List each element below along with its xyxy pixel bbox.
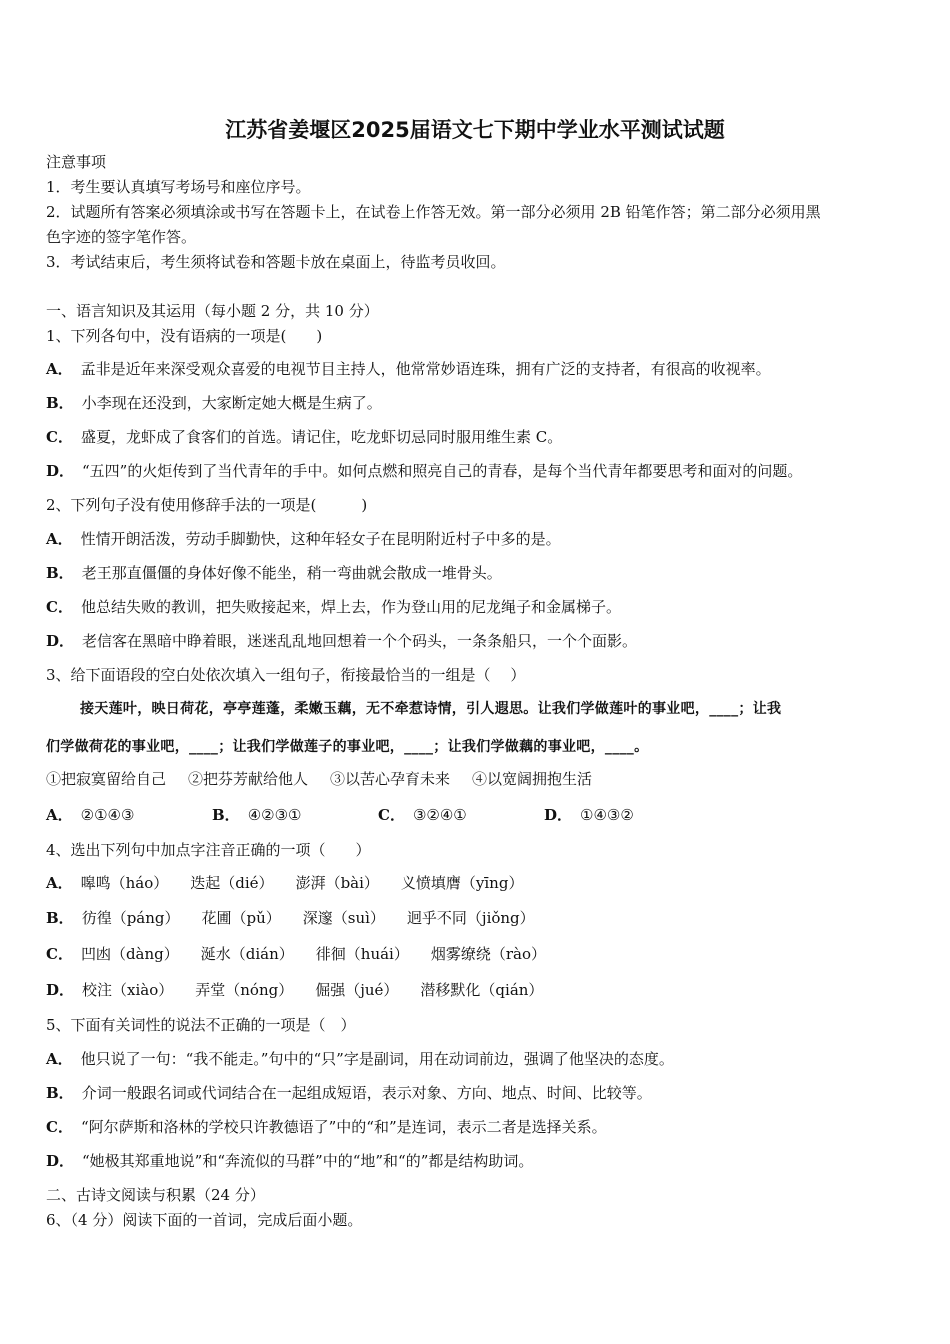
- question-1-stem: 1、下列各句中，没有语病的一项是( ): [46, 327, 323, 345]
- question-3-stem: 3、给下面语段的空白处依次填入一组句子，衔接最恰当的一组是（ ）: [46, 666, 526, 684]
- q2-option-c: C． 他总结失败的教训，把失败接起来，焊上去，作为登山用的尼龙绳子和金属梯子。: [46, 598, 621, 616]
- q5-option-a: A． 他只说了一句：“我不能走。”句中的“只”字是副词，用在动词前边，强调了他坚决的态度。: [46, 1050, 674, 1068]
- q1-option-b: B． 小李现在还没到，大家断定她大概是生病了。: [46, 394, 382, 412]
- q3-option-b: B． ④②③①: [212, 806, 302, 824]
- q3-options: [46, 805, 634, 825]
- q3-choice: ③以苦心孕育未来: [330, 770, 451, 788]
- question-4-stem: 4、选出下列句中加点字注音正确的一项（ ）: [46, 841, 371, 859]
- page-title: 江苏省姜堰区2025届语文七下期中学业水平测试试题: [225, 118, 725, 142]
- section2-heading: 二、古诗文阅读与积累（24 分）: [46, 1186, 265, 1204]
- notice-item: 1．考生要认真填写考场号和座位序号。: [46, 178, 311, 196]
- q3-choices: [46, 769, 614, 789]
- q2-option-a: A． 性情开朗活泼，劳动手脚勤快，这种年轻女子在昆明附近村子中多的是。: [46, 530, 561, 548]
- q5-option-c: C． “阿尔萨斯和洛林的学校只许教德语了”中的“和”是连词，表示二者是选择关系。: [46, 1118, 607, 1136]
- q3-choice: ④以宽阔拥抱生活: [472, 770, 593, 788]
- q4-option-a: A． 嗥鸣（háo） 迭起（dié） 澎湃（bài） 义愤填膺（yīng）: [46, 874, 524, 892]
- q3-passage-line-1: 接天莲叶，映日荷花，亭亭莲蓬，柔嫩玉藕，无不牵惹诗情，引人遐思。让我们学做莲叶的事业吧，____；让我: [80, 701, 782, 717]
- q4-option-d: D． 校注（xiào） 弄堂（nóng） 倔强（jué） 潜移默化（qián）: [46, 981, 544, 999]
- q4-option-c: C． 凹凼（dàng） 涎水（dián） 徘徊（huái） 烟雾缭绕（rào）: [46, 945, 546, 963]
- q2-option-d: D． 老信客在黑暗中睁着眼，迷迷乱乱地回想着一个个码头，一条条船只，一个个面影。: [46, 632, 638, 650]
- q3-choice: ①把寂寞留给自己: [46, 770, 167, 788]
- question-2-stem: 2、下列句子没有使用修辞手法的一项是( ): [46, 496, 368, 514]
- q3-option-a: A． ②①④③: [46, 806, 135, 824]
- q1-option-d: D． “五四”的火炬传到了当代青年的手中。如何点燃和照亮自己的青春，是每个当代青年都要思考和面对的问题。: [46, 462, 803, 480]
- notice-item: 3．考试结束后，考生须将试卷和答题卡放在桌面上，待监考员收回。: [46, 253, 506, 271]
- q5-option-d: D． “她极其郑重地说”和“奔流似的马群”中的“地”和“的”都是结构助词。: [46, 1152, 534, 1170]
- q2-option-b: B． 老王那直僵僵的身体好像不能坐，稍一弯曲就会散成一堆骨头。: [46, 564, 502, 582]
- question-5-stem: 5、下面有关词性的说法不正确的一项是（ ）: [46, 1016, 356, 1034]
- q4-option-b: B． 彷徨（páng） 花圃（pǔ） 深邃（suì） 迥乎不同（jiǒng）: [46, 909, 535, 927]
- q3-option-d: D． ①④③②: [544, 806, 634, 824]
- q3-option-c: C． ③②④①: [378, 806, 467, 824]
- notice-item: 色字迹的签字笔作答。: [46, 228, 197, 246]
- question-6-stem: 6、（4 分）阅读下面的一首词，完成后面小题。: [46, 1211, 363, 1229]
- q3-passage-line-2: 们学做荷花的事业吧，____；让我们学做莲子的事业吧，____；让我们学做藕的事业吧，____。: [46, 739, 649, 755]
- q1-option-c: C． 盛夏，龙虾成了食客们的首选。请记住，吃龙虾切忌同时服用维生素 C。: [46, 428, 563, 446]
- q5-option-b: B． 介词一般跟名词或代词结合在一起组成短语，表示对象、方向、地点、时间、比较等。: [46, 1084, 652, 1102]
- q1-option-a: A． 孟非是近年来深受观众喜爱的电视节目主持人，他常常妙语连珠，拥有广泛的支持者，有很高的收视率。: [46, 360, 771, 378]
- q3-choice: ②把芬芳献给他人: [188, 770, 309, 788]
- section1-heading: 一、语言知识及其运用（每小题 2 分，共 10 分）: [46, 302, 379, 320]
- notice-heading: 注意事项: [46, 153, 107, 171]
- notice-item: 2．试题所有答案必须填涂或书写在答题卡上，在试卷上作答无效。第一部分必须用 2B 铅笔作答；第二部分必须用黑: [46, 203, 821, 221]
